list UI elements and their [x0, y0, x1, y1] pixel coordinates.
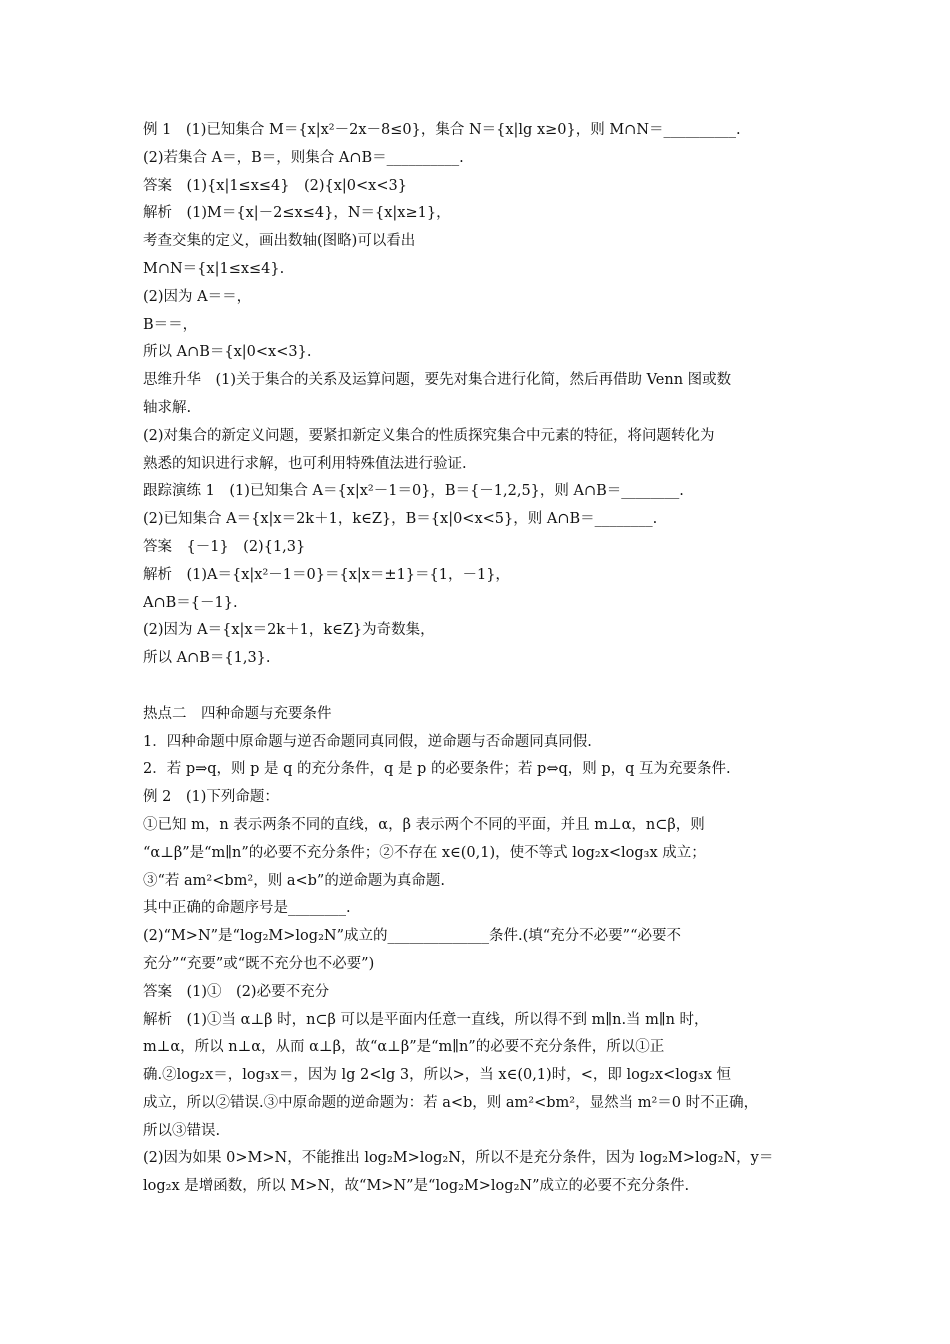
text-line: 其中正确的命题序号是________. [143, 900, 351, 917]
text-line: 充分”“充要”或“既不充分也不必要”) [143, 955, 375, 972]
example-1-answer: 答案 (1){x|1≤x≤4} (2){x|0<x<3} [143, 177, 407, 194]
text-line: ③“若 am²<bm²，则 a<b”的逆命题为真命题. [143, 872, 445, 889]
text-line: 轴求解. [143, 399, 192, 416]
text-line: 考查交集的定义，画出数轴(图略)可以看出 [143, 233, 416, 250]
text-line: “α⊥β”是“m∥n”的必要不充分条件；②不存在 x∈(0,1)，使不等式 log₂x<log₃x 成立； [143, 844, 706, 861]
example-1-question-2: (2)若集合 A＝，B＝，则集合 A∩B＝__________. [143, 149, 464, 166]
example-2-question: 例 2 (1)下列命题： [143, 789, 279, 806]
text-line: B＝＝， [143, 316, 198, 333]
text-line: 2．若 p⇒q，则 p 是 q 的充分条件，q 是 p 的必要条件；若 p⇔q，则 p，q 互为充要条件. [143, 761, 731, 778]
text-line: 所以③错误. [143, 1122, 221, 1139]
text-line: M∩N＝{x|1≤x≤4}. [143, 260, 285, 277]
blank-line [143, 673, 815, 701]
practice-1-answer: 答案 {－1} (2){1,3} [143, 538, 306, 555]
example-2-answer: 答案 (1)① (2)必要不充分 [143, 983, 330, 1000]
practice-1-question-2: (2)已知集合 A＝{x|x＝2k＋1，k∈Z}，B＝{x|0<x<5}，则 A∩B＝________. [143, 511, 658, 528]
text-line: 熟悉的知识进行求解，也可利用特殊值法进行验证. [143, 455, 467, 472]
text-line: 确.②log₂x＝，log₃x＝，因为 lg 2<lg 3，所以>，当 x∈(0,1)时，<，即 log₂x<log₃x 恒 [143, 1067, 731, 1084]
example-2-question-2: (2)“M>N”是“log₂M>log₂N”成立的______________条件.(填“充分不必要”“必要不 [143, 928, 681, 945]
text-line: ①已知 m，n 表示两条不同的直线，α，β 表示两个不同的平面，并且 m⊥α，n⊂β，则 [143, 816, 705, 833]
practice-1-question-1: 跟踪演练 1 (1)已知集合 A＝{x|x²－1＝0}，B＝{－1,2,5}，则 A∩B＝________. [143, 483, 684, 500]
text-line: (2)对集合的新定义问题，要紧扣新定义集合的性质探究集合中元素的特征，将问题转化为 [143, 427, 715, 444]
text-line: 所以 A∩B＝{x|0<x<3}. [143, 344, 312, 361]
text-line: 1．四种命题中原命题与逆否命题同真同假，逆命题与否命题同真同假. [143, 733, 592, 750]
text-line: 成立，所以②错误.③中原命题的逆命题为：若 a<b，则 am²<bm²，显然当 m²＝0 时不正确， [143, 1094, 759, 1111]
text-line: (2)因为如果 0>M>N，不能推出 log₂M>log₂N，所以不是充分条件，因为 log₂M>log₂N，y＝ [143, 1150, 774, 1167]
text-line: m⊥α，所以 n⊥α，从而 α⊥β，故“α⊥β”是“m∥n”的必要不充分条件，所以①正 [143, 1039, 665, 1056]
text-line: log₂x 是增函数，所以 M>N，故“M>N”是“log₂M>log₂N”成立的必要不充分条件. [143, 1178, 690, 1195]
example-1-analysis: 解析 (1)M＝{x|－2≤x≤4}，N＝{x|x≥1}， [143, 205, 451, 222]
document-page [143, 117, 815, 1201]
practice-1-analysis: 解析 (1)A＝{x|x²－1＝0}＝{x|x＝±1}＝{1，－1}， [143, 566, 510, 583]
example-1-question-1: 例 1 (1)已知集合 M＝{x|x²－2x－8≤0}，集合 N＝{x|lg x≥0}，则 M∩N＝__________. [143, 122, 741, 138]
text-line: 所以 A∩B＝{1,3}. [143, 650, 271, 667]
section-heading: 热点二 四种命题与充要条件 [143, 705, 332, 722]
text-line: A∩B＝{－1}. [143, 594, 238, 611]
text-line: (2)因为 A＝＝， [143, 288, 252, 305]
text-line: (2)因为 A＝{x|x＝2k＋1，k∈Z}为奇数集， [143, 622, 435, 639]
thinking-summary: 思维升华 (1)关于集合的关系及运算问题，要先对集合进行化简，然后再借助 Venn 图或数 [143, 372, 732, 389]
example-2-analysis: 解析 (1)①当 α⊥β 时，n⊂β 可以是平面内任意一直线，所以得不到 m∥n.当 m∥n 时， [143, 1011, 709, 1028]
